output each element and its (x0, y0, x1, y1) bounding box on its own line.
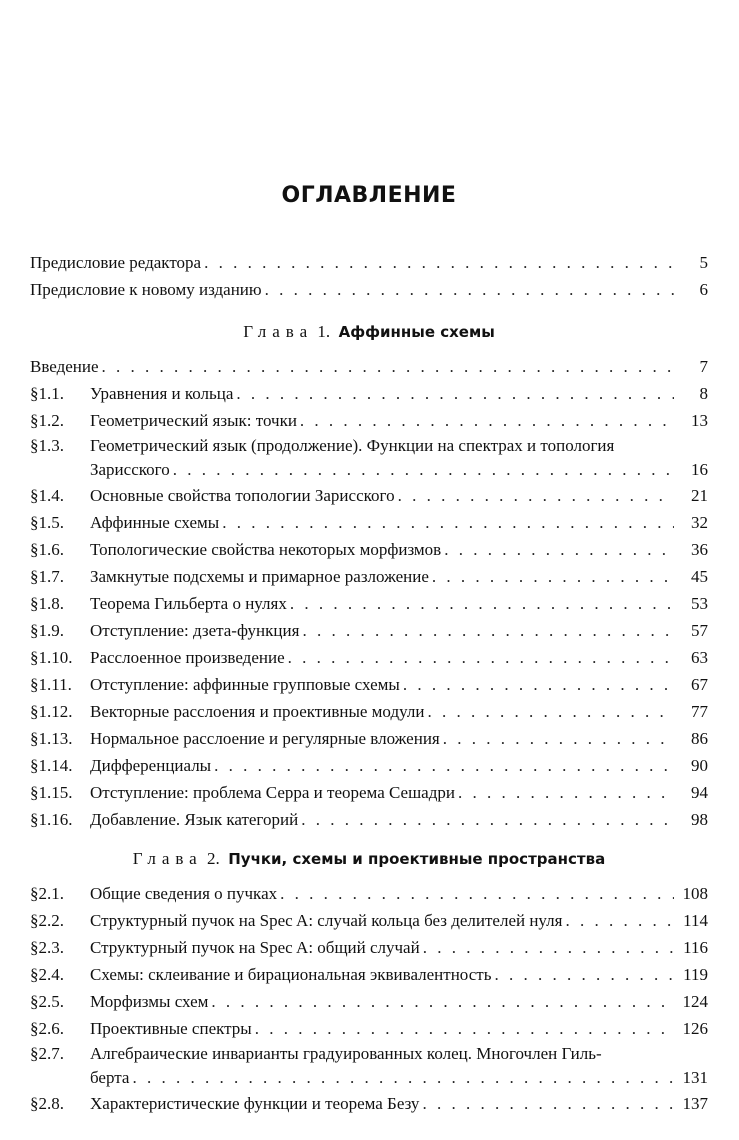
entry-title: Введение (30, 357, 99, 376)
section-number: §1.2. (30, 411, 64, 430)
toc-entry[interactable] (30, 752, 708, 779)
leader-dots (301, 806, 674, 833)
section-number: §1.9. (30, 621, 64, 640)
toc-entry[interactable] (30, 276, 708, 303)
leader-dots (255, 1015, 674, 1042)
section-number: §2.1. (30, 884, 64, 903)
entry-title: Структурный пучок на Spec A: общий случай (90, 938, 420, 957)
entry-title: Общие сведения о пучках (90, 884, 278, 903)
entry-page: 98 (691, 810, 708, 829)
toc-entry[interactable] (30, 698, 708, 725)
entry-title: Дифференциалы (90, 756, 212, 775)
section-number: §1.5. (30, 513, 64, 532)
entry-title: Уравнения и кольца (90, 384, 234, 403)
section-number: §1.13. (30, 729, 73, 748)
toc-entry[interactable] (30, 353, 708, 380)
leader-dots (132, 1065, 674, 1090)
toc-entry[interactable] (30, 644, 708, 671)
entry-page: 131 (682, 1068, 708, 1087)
section-number: §1.14. (30, 756, 73, 775)
toc-entry[interactable] (30, 1090, 708, 1117)
leader-dots (427, 698, 674, 725)
leader-dots (265, 276, 674, 303)
toc-entry[interactable] (30, 590, 708, 617)
entry-title: Геометрический язык (продолжение). Функции на спектрах и топология (90, 436, 615, 455)
entry-title-continued: Зарисского (90, 460, 170, 479)
entry-page: 45 (691, 567, 708, 586)
entry-title: Морфизмы схем (90, 992, 209, 1011)
entry-page: 94 (691, 783, 708, 802)
leader-dots (422, 1090, 674, 1117)
toc-entry[interactable] (30, 536, 708, 563)
entry-title: Нормальное расслоение и регулярные вложения (90, 729, 440, 748)
section-number: §1.10. (30, 648, 73, 667)
entry-page: 119 (683, 965, 708, 984)
section-number: §1.12. (30, 702, 73, 721)
leader-dots (236, 380, 674, 407)
front-matter-list (30, 249, 708, 303)
toc-entry[interactable] (30, 1042, 708, 1090)
entry-title: Схемы: склеивание и бирациональная эквивалентность (90, 965, 492, 984)
entry-title: Основные свойства топологии Зарисского (90, 486, 395, 505)
leader-dots (458, 779, 674, 806)
leader-dots (102, 353, 674, 380)
leader-dots (494, 961, 674, 988)
leader-dots (432, 563, 674, 590)
toc-entry[interactable] (30, 563, 708, 590)
leader-dots (222, 509, 674, 536)
section-number: §2.2. (30, 911, 64, 930)
entry-page: 6 (699, 280, 708, 299)
entry-page: 67 (691, 675, 708, 694)
entry-title: Топологические свойства некоторых морфизмов (90, 540, 442, 559)
chapter-label: Глава (243, 322, 314, 341)
chapter-label: Глава (132, 849, 203, 868)
section-number: §1.1. (30, 384, 64, 403)
section-number: §2.7. (30, 1044, 64, 1063)
toc-entry[interactable] (30, 617, 708, 644)
entry-page: 63 (691, 648, 708, 667)
leader-dots (214, 752, 674, 779)
entry-title: Алгебраические инварианты градуированных колец. Многочлен Гиль- (90, 1044, 602, 1063)
entry-title: Предисловие редактора (30, 253, 202, 272)
chapter-number: 1. (317, 322, 331, 341)
chapter-number: 2. (206, 849, 220, 868)
entry-title: Теорема Гильберта о нулях (90, 594, 287, 613)
leader-dots (302, 617, 674, 644)
leader-dots (300, 407, 674, 434)
entry-title: Отступление: проблема Серра и теорема Сешадри (90, 783, 455, 802)
section-number: §1.6. (30, 540, 64, 559)
toc-entry[interactable] (30, 988, 708, 1015)
section-number: §2.5. (30, 992, 64, 1011)
chapter-name: Пучки, схемы и проективные пространства (228, 850, 606, 868)
entry-page: 124 (682, 992, 708, 1011)
leader-dots (444, 536, 674, 563)
entry-page: 53 (691, 594, 708, 613)
entry-title: Расслоенное произведение (90, 648, 285, 667)
toc-entry[interactable] (30, 907, 708, 934)
leader-dots (173, 457, 674, 482)
entry-page: 108 (682, 884, 708, 903)
entry-page: 86 (691, 729, 708, 748)
entry-page: 7 (699, 357, 708, 376)
section-number: §1.16. (30, 810, 73, 829)
toc-entry[interactable] (30, 779, 708, 806)
entry-page: 21 (691, 486, 708, 505)
toc-entry[interactable] (30, 1015, 708, 1042)
toc-entry[interactable] (30, 806, 708, 833)
entry-page: 77 (691, 702, 708, 721)
entry-title: Предисловие к новому изданию (30, 280, 262, 299)
entry-page: 8 (699, 384, 708, 403)
chapter-1-list (30, 353, 708, 833)
entry-title: Отступление: дзета-функция (90, 621, 300, 640)
entry-page: 32 (691, 513, 708, 532)
toc-entry[interactable] (30, 671, 708, 698)
section-number: §2.4. (30, 965, 64, 984)
chapter-2-heading (30, 845, 708, 872)
leader-dots (403, 671, 674, 698)
leader-dots (443, 725, 674, 752)
entry-title: Геометрический язык: точки (90, 411, 297, 430)
entry-title: Добавление. Язык категорий (90, 810, 299, 829)
section-number: §2.8. (30, 1094, 64, 1113)
section-number: §1.3. (30, 436, 64, 455)
toc-entry[interactable] (30, 434, 708, 482)
entry-title-continued: берта (90, 1068, 130, 1087)
entry-page: 5 (699, 253, 708, 272)
page-title: ОГЛАВЛЕНИЕ (281, 183, 457, 208)
leader-dots (280, 880, 674, 907)
toc-entry[interactable] (30, 961, 708, 988)
entry-page: 116 (683, 938, 708, 957)
leader-dots (566, 907, 675, 934)
chapter-name: Аффинные схемы (338, 323, 495, 341)
leader-dots (211, 988, 674, 1015)
section-number: §1.15. (30, 783, 73, 802)
toc-entry[interactable] (30, 509, 708, 536)
leader-dots (288, 644, 674, 671)
entry-title: Структурный пучок на Spec A: случай кольца без делителей нуля (90, 911, 563, 930)
entry-page: 90 (691, 756, 708, 775)
entry-page: 114 (683, 911, 708, 930)
entry-title: Проективные спектры (90, 1019, 252, 1038)
entry-page: 137 (682, 1094, 708, 1113)
entry-title: Векторные расслоения и проективные модули (90, 702, 425, 721)
entry-page: 57 (691, 621, 708, 640)
toc-entry[interactable] (30, 880, 708, 907)
toc-entry[interactable] (30, 725, 708, 752)
entry-title: Аффинные схемы (90, 513, 220, 532)
section-number: §1.11. (30, 675, 72, 694)
entry-title: Отступление: аффинные групповые схемы (90, 675, 400, 694)
leader-dots (398, 482, 674, 509)
toc-entry[interactable] (30, 407, 708, 434)
leader-dots (204, 249, 674, 276)
entry-page: 13 (691, 411, 708, 430)
section-number: §1.8. (30, 594, 64, 613)
leader-dots (423, 934, 674, 961)
entry-title: Характеристические функции и теорема Безу (90, 1094, 420, 1113)
section-number: §1.4. (30, 486, 64, 505)
leader-dots (290, 590, 674, 617)
chapter-1-heading (30, 318, 708, 345)
toc-entry[interactable] (30, 934, 708, 961)
toc-entry[interactable] (30, 380, 708, 407)
chapter-2-list (30, 880, 708, 1117)
entry-page: 126 (682, 1019, 708, 1038)
section-number: §2.6. (30, 1019, 64, 1038)
section-number: §1.7. (30, 567, 64, 586)
entry-page: 36 (691, 540, 708, 559)
entry-title: Замкнутые подсхемы и примарное разложение (90, 567, 429, 586)
toc-entry[interactable] (30, 482, 708, 509)
section-number: §2.3. (30, 938, 64, 957)
entry-page: 16 (691, 460, 708, 479)
toc-entry[interactable] (30, 249, 708, 276)
